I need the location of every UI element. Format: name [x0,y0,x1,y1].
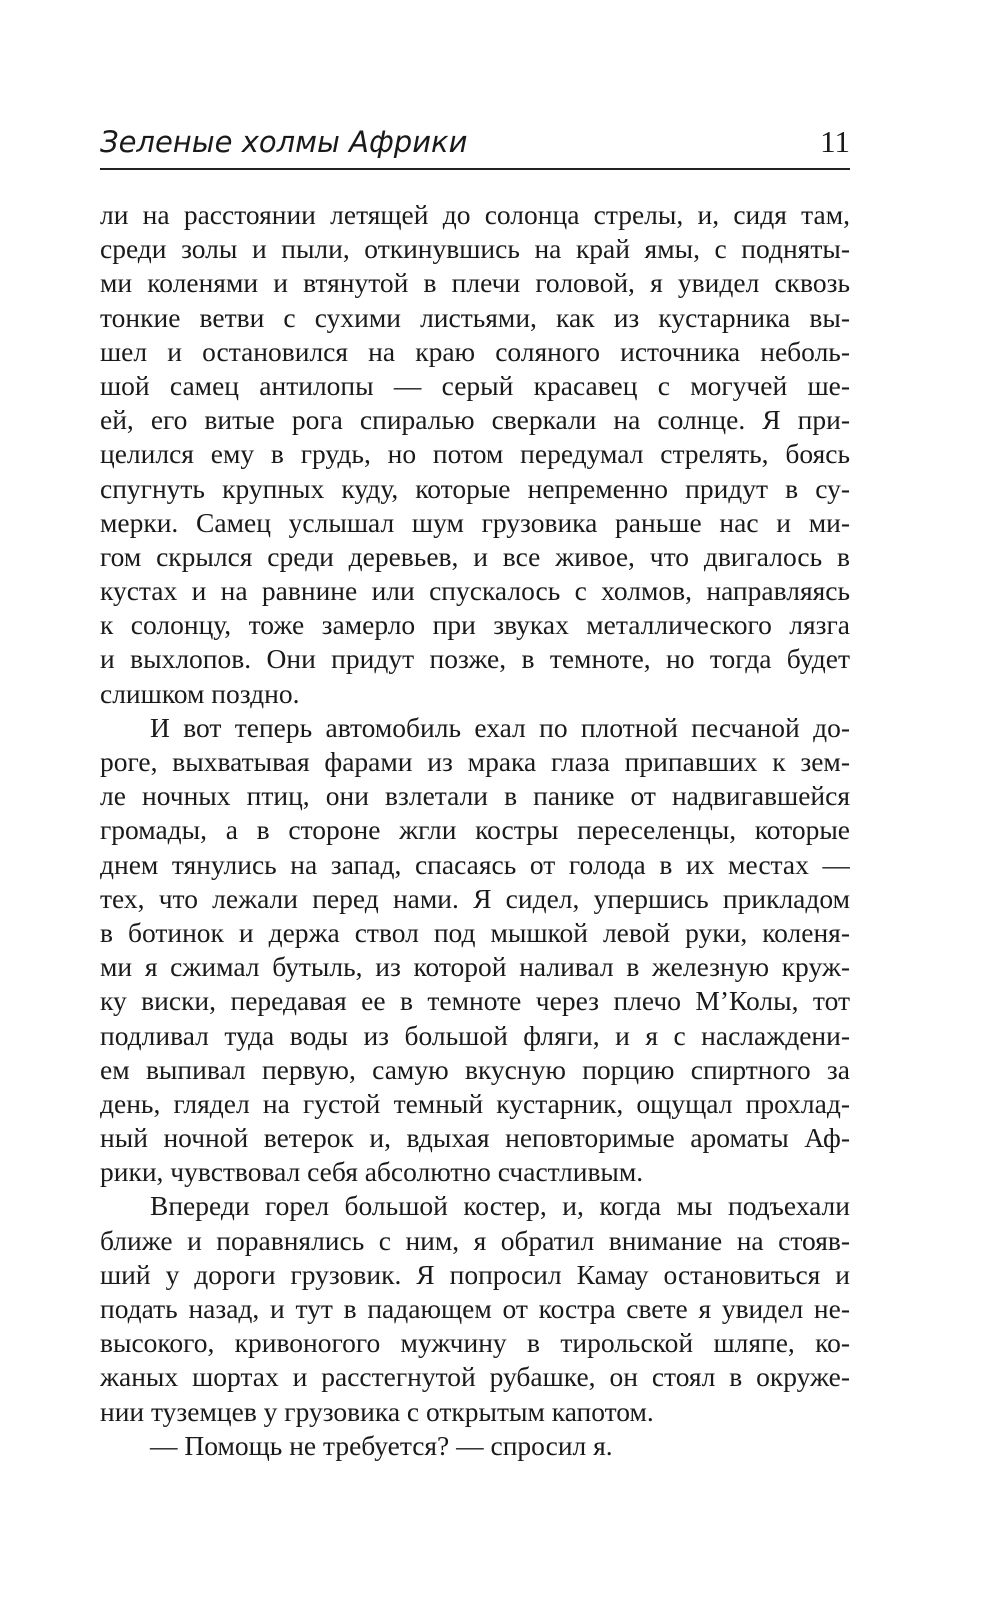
page-number: 11 [820,124,850,159]
text-line: ший у дороги грузовик. Я попросил Камау остановиться и [100,1258,850,1290]
text-line: среди золы и пыли, откинувшись на край ямы, с подняты- [100,233,850,265]
text-line: днем тянулись на запад, спасаясь от голода в их местах — [100,848,850,880]
text-line: и выхлопов. Они придут позже, в темноте, но тогда будет [100,643,850,675]
text-line: день, глядел на густой темный кустарник, ощущал прохлад- [100,1087,850,1119]
text-line: ли на расстоянии летящей до солонца стрелы, и, сидя там, [100,199,850,230]
text-line: подать назад, и тут в падающем от костра свете я увидел не- [100,1293,850,1324]
text-line: ми коленями и втянутой в плечи головой, я увидел сквозь [100,267,850,299]
text-line: ем выпивал первую, самую вкусную порцию спиртного за [100,1053,850,1085]
text-line: шел и остановился на краю соляного источника неболь- [100,335,850,367]
text-line: громады, а в стороне жгли костры переселенцы, которые [100,814,850,846]
text-line: нии туземцев у грузовика с открытым капотом. [100,1395,654,1427]
text-line: — Помощь не требуется? — спросил я. [150,1429,613,1461]
text-line: И вот теперь автомобиль ехал по плотной песчаной до- [150,711,850,743]
paragraph-4 [100,1429,850,1463]
text-line: мерки. Самец услышал шум грузовика раньше нас и ми- [100,506,850,538]
paragraph-3 [100,1189,850,1428]
text-line: высокого, кривоногого мужчину в тирольской шляпе, ко- [100,1327,850,1359]
text-line: к солонцу, тоже замерло при звуках металлического лязга [100,609,850,641]
text-line: роге, выхватывая фарами из мрака глаза припавших к зем- [100,746,850,777]
text-line: подливал туда воды из большой фляги, и я с наслаждени- [100,1019,850,1051]
running-title: Зеленые холмы Африки [100,125,468,159]
text-line: тонкие ветви с сухими листьями, как из кустарника вы- [100,301,850,333]
text-line: тех, что лежали перед нами. Я сидел, упершись прикладом [100,882,850,914]
text-line: кустах и на равнине или спускалось с холмов, направляясь [100,575,850,607]
text-line: гом скрылся среди деревьев, и все живое, что двигалось в [100,540,850,572]
text-line: в ботинок и держа ствол под мышкой левой руки, коленя- [100,916,850,948]
running-header [100,118,850,170]
text-line: целился ему в грудь, но потом передумал стрелять, боясь [100,438,850,470]
body-text [100,198,850,1463]
text-line: ный ночной ветерок и, вдыхая неповторимые ароматы Аф- [100,1122,850,1154]
text-line: ми я сжимал бутыль, из которой наливал в железную круж- [100,951,850,983]
paragraph-1 [100,198,850,711]
text-line: слишком поздно. [100,677,300,709]
paragraph-2 [100,711,850,1190]
text-line: Впереди горел большой костер, и, когда мы подъехали [150,1190,850,1222]
text-line: ей, его витые рога спиралью сверкали на солнце. Я при- [100,404,850,436]
text-line: рики, чувствовал себя абсолютно счастливым. [100,1156,644,1188]
text-line: ле ночных птиц, они взлетали в панике от надвигавшейся [100,780,850,812]
text-line: ближе и поравнялись с ним, я обратил внимание на стояв- [100,1224,850,1256]
text-line: жаных шортах и расстегнутой рубашке, он стоял в окруже- [100,1361,850,1393]
text-line: спугнуть крупных куду, которые непременно придут в су- [100,472,850,504]
text-line: шой самец антилопы — серый красавец с могучей ше- [100,369,850,401]
text-line: ку виски, передавая ее в темноте через плечо М’Колы, тот [100,985,850,1017]
